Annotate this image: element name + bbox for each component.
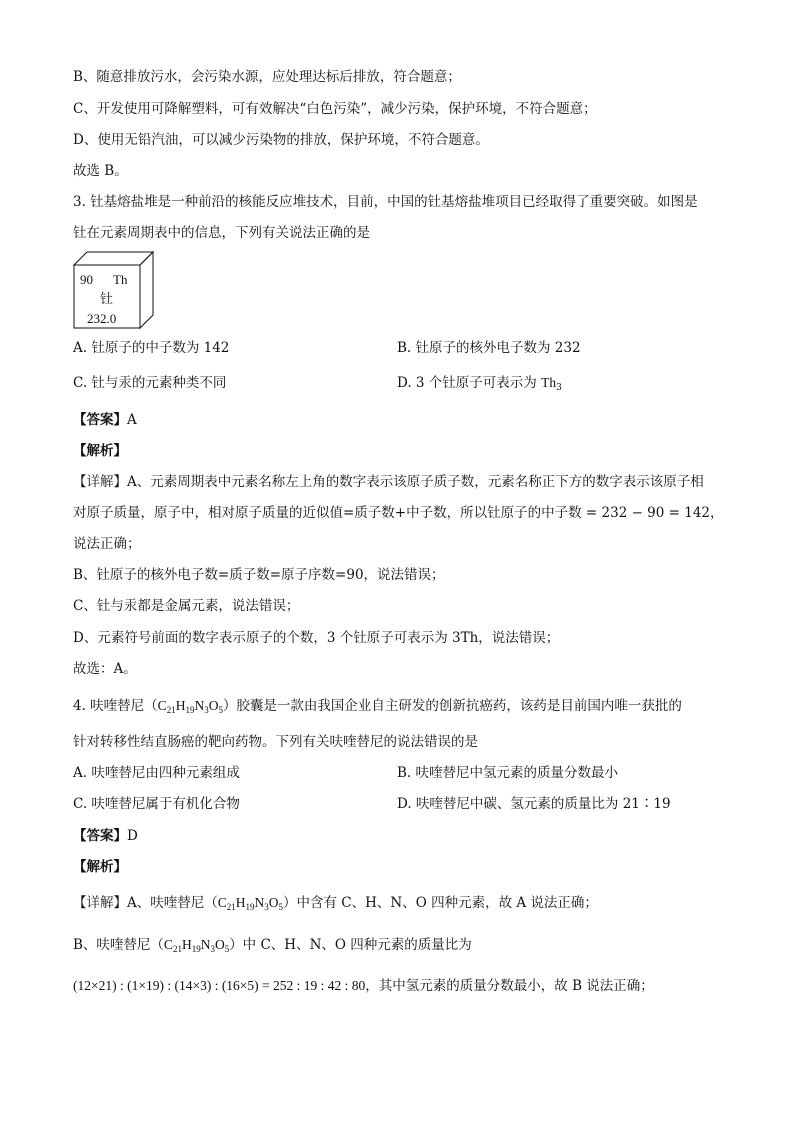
chemical-formula: $C_{21}H_{19}N_3O_5$ (157, 698, 223, 715)
text-line: B、呋喹替尼$(C_{21}H_{19}N_3O_5)$中 C、H、N、O 四种元素的质量比为 (73, 937, 472, 954)
text-line: C、开发使用可降解塑料，可有效解决“白色污染”，减少污染，保护环境，不符合题意； (73, 101, 597, 117)
atomic-mass: 232.0 (87, 311, 117, 326)
text-line: C、钍与汞都是金属元素，说法错误； (73, 598, 300, 614)
answer-label: 【答案】D (73, 828, 138, 844)
question-3-stem: 钍在元素周期表中的信息，下列有关说法正确的是 (73, 225, 370, 241)
text-line: B、钍原子的核外电子数=质子数=原子序数=90，说法错误； (73, 567, 445, 583)
text-line: D、元素符号前面的数字表示原子的个数，3 个钍原子可表示为 3Th，说法错误； (73, 630, 560, 646)
question-4-stem: 4. 呋喹替尼$(C_{21}H_{19}N_3O_5)$胶囊是一款由我国企业自主研发的创新抗癌药，该药是目前国内唯一获批的 (73, 698, 682, 715)
option-d: D. 3 个钍原子可表示为 $Th_3$ (397, 375, 562, 393)
chemical-formula: $C_{21}H_{19}N_3O_5$ (217, 895, 284, 912)
text-line: 对原子质量，原子中，相对原子质量的近似值=质子数+中子数，所以钍原子的中子数 = 232 − 90 = 142， (73, 505, 724, 521)
text-line: 【详解】A、元素周期表中元素名称左上角的数字表示该原子质子数，元素名称正下方的数字表示该原子相 (73, 474, 704, 490)
option-c: C. 呋喹替尼属于有机化合物 (73, 796, 240, 812)
mass-ratio-line: (12×21) : (1×19) : (14×3) : (16×5) = 252 : 19 : 42 : 80，其中氢元素的质量分数最小，故 B 说法正确； (73, 978, 654, 994)
text-line: D、使用无铅汽油，可以减少污染物的排放，保护环境，不符合题意。 (73, 132, 489, 148)
text-line: 说法正确； (73, 536, 141, 552)
option-b: B. 呋喹替尼中氢元素的质量分数最小 (397, 765, 619, 781)
question-3-stem: 3. 钍基熔盐堆是一种前沿的核能反应堆技术，目前，中国的钍基熔盐堆项目已经取得了重要突破。如图是 (73, 194, 698, 210)
analysis-label: 【解析】 (73, 859, 127, 875)
answer-label: 【答案】A (73, 412, 137, 428)
option-a: A. 呋喹替尼由四种元素组成 (73, 765, 240, 781)
option-b: B. 钍原子的核外电子数为 232 (397, 340, 581, 356)
text-line: 故选：A。 (73, 661, 137, 677)
element-symbol: Th (113, 272, 128, 287)
chemical-formula: $C_{21}H_{19}N_3O_5$ (163, 937, 230, 954)
text-line: 故选 B。 (73, 163, 128, 179)
mass-ratio-expression: (12×21) : (1×19) : (14×3) : (16×5) = 252 : 19 : 42 : 80 (73, 978, 366, 993)
element-card-figure (73, 251, 155, 331)
text-line: 【详解】A、呋喹替尼$(C_{21}H_{19}N_3O_5)$中含有 C、H、N、O 四种元素，故 A 说法正确； (73, 895, 598, 912)
question-4-stem: 针对转移性结直肠癌的靶向药物。下列有关呋喹替尼的说法错误的是 (73, 734, 478, 750)
option-a: A. 钍原子的中子数为 142 (73, 340, 230, 356)
text-line: B、随意排放污水，会污染水源，应处理达标后排放，符合题意； (73, 69, 461, 85)
analysis-label: 【解析】 (73, 443, 127, 459)
atomic-number: 90 (80, 272, 93, 287)
option-d: D. 呋喹替尼中碳、氢元素的质量比为 21∶19 (397, 796, 671, 812)
option-c: C. 钍与汞的元素种类不同 (73, 375, 227, 391)
element-name: 钍 (100, 291, 114, 306)
